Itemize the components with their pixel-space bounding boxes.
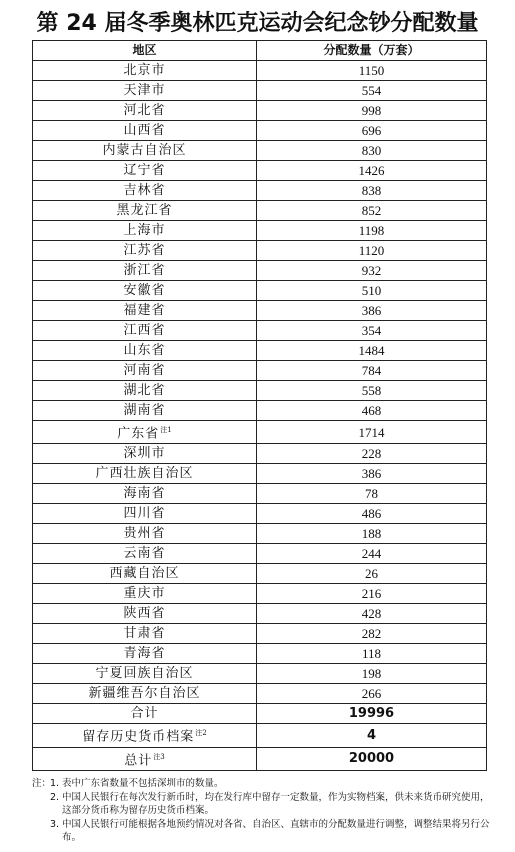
region-name: 浙江省 — [123, 263, 166, 278]
allocation-count: 354 — [257, 321, 487, 341]
region-name: 辽宁省 — [123, 163, 166, 178]
allocation-count: 852 — [257, 201, 487, 221]
region-cell — [33, 101, 257, 121]
allocation-count: 266 — [257, 684, 487, 704]
region-name: 天津市 — [123, 83, 166, 98]
region-name: 吉林省 — [123, 183, 166, 198]
region-name: 新疆维吾尔自治区 — [88, 686, 201, 702]
archive-label: 留存历史货币档案 — [82, 729, 195, 745]
region-cell — [33, 201, 257, 221]
allocation-count: 932 — [257, 261, 487, 281]
footnote-number: 1. — [50, 778, 60, 789]
region-name: 青海省 — [123, 646, 166, 662]
region-cell — [33, 464, 257, 484]
region-name: 深圳市 — [123, 446, 166, 462]
region-cell — [33, 81, 257, 101]
table-row — [33, 684, 487, 704]
region-cell — [33, 381, 257, 401]
region-cell — [33, 524, 257, 544]
region-name: 内蒙古自治区 — [102, 143, 187, 158]
table-row — [33, 61, 487, 81]
region-cell — [33, 321, 257, 341]
archive-count: 4 — [257, 724, 487, 747]
region-name: 山东省 — [123, 343, 166, 358]
region-name: 陕西省 — [123, 606, 166, 622]
allocation-count: 1120 — [257, 241, 487, 261]
table-row — [33, 141, 487, 161]
total-footnote-mark: 注3 — [153, 752, 165, 761]
table-row — [33, 221, 487, 241]
allocation-count: 696 — [257, 121, 487, 141]
footnote-number: 2. — [50, 791, 60, 803]
region-cell — [33, 61, 257, 81]
region-name: 四川省 — [123, 506, 166, 522]
region-name: 广西壮族自治区 — [95, 466, 194, 482]
table-row — [33, 181, 487, 201]
page-title: 第 24 届冬季奥林匹克运动会纪念钞分配数量 — [36, 11, 479, 36]
allocation-count: 838 — [257, 181, 487, 201]
subtotal-count: 19996 — [257, 704, 487, 724]
allocation-count: 78 — [257, 484, 487, 504]
footnote-item — [32, 791, 494, 818]
footnote-item — [32, 777, 494, 791]
region-name: 湖南省 — [123, 403, 166, 418]
region-cell — [33, 161, 257, 181]
region-name: 宁夏回族自治区 — [95, 666, 194, 682]
allocation-count: 282 — [257, 624, 487, 644]
table-row — [33, 644, 487, 664]
region-cell — [33, 221, 257, 241]
subtotal-row — [33, 704, 487, 724]
allocation-count: 998 — [257, 101, 487, 121]
table-row — [33, 484, 487, 504]
table-row — [33, 421, 487, 444]
region-cell — [33, 301, 257, 321]
total-label-cell — [33, 747, 257, 770]
table-row — [33, 524, 487, 544]
region-name: 重庆市 — [123, 586, 166, 602]
region-cell — [33, 504, 257, 524]
allocation-count: 244 — [257, 544, 487, 564]
total-label: 总计 — [124, 752, 153, 768]
table-row — [33, 261, 487, 281]
header-region: 地区 — [33, 41, 257, 61]
archive-row — [33, 724, 487, 747]
table-row — [33, 624, 487, 644]
region-name: 上海市 — [123, 223, 166, 238]
footnote-number: 3. — [50, 818, 60, 830]
table-row — [33, 301, 487, 321]
region-name: 福建省 — [123, 303, 166, 318]
region-cell — [33, 624, 257, 644]
allocation-count: 228 — [257, 444, 487, 464]
table-row — [33, 604, 487, 624]
region-cell — [33, 684, 257, 704]
table-header-row — [33, 41, 487, 61]
table-row — [33, 161, 487, 181]
table-row — [33, 464, 487, 484]
allocation-count: 428 — [257, 604, 487, 624]
allocation-count: 468 — [257, 401, 487, 421]
region-name: 山西省 — [123, 123, 166, 138]
footnotes — [32, 777, 494, 845]
table-row — [33, 401, 487, 421]
region-footnote-mark: 注1 — [160, 426, 172, 434]
table-row — [33, 504, 487, 524]
footnote-text: 表中广东省数量不包括深圳市的数量。 — [62, 778, 224, 789]
region-cell — [33, 341, 257, 361]
region-name: 贵州省 — [123, 526, 166, 542]
region-name: 广东省 — [117, 426, 160, 442]
subtotal-label: 合计 — [33, 704, 257, 724]
region-cell — [33, 181, 257, 201]
allocation-count: 1484 — [257, 341, 487, 361]
table-row — [33, 341, 487, 361]
allocation-count: 1150 — [257, 61, 487, 81]
region-cell — [33, 261, 257, 281]
allocation-count: 830 — [257, 141, 487, 161]
footnote-text: 中国人民银行可能根据各地预约情况对各省、自治区、直辖市的分配数量进行调整，调整结果将另行公布。 — [62, 818, 490, 843]
table-row — [33, 564, 487, 584]
region-cell — [33, 584, 257, 604]
region-name: 云南省 — [123, 546, 166, 562]
region-name: 甘肃省 — [123, 626, 166, 642]
allocation-count: 1426 — [257, 161, 487, 181]
table-row — [33, 361, 487, 381]
region-name: 河南省 — [123, 363, 166, 378]
allocation-count: 554 — [257, 81, 487, 101]
table-row — [33, 121, 487, 141]
region-cell — [33, 421, 257, 444]
region-cell — [33, 121, 257, 141]
allocation-count: 198 — [257, 664, 487, 684]
table-row — [33, 664, 487, 684]
region-cell — [33, 241, 257, 261]
allocation-count: 216 — [257, 584, 487, 604]
table-row — [33, 241, 487, 261]
table-row — [33, 584, 487, 604]
table-row — [33, 201, 487, 221]
region-name: 湖北省 — [123, 383, 166, 398]
region-name: 河北省 — [123, 103, 166, 118]
region-cell — [33, 544, 257, 564]
region-cell — [33, 281, 257, 301]
allocation-count: 118 — [257, 644, 487, 664]
region-name: 海南省 — [123, 486, 166, 502]
allocation-count: 188 — [257, 524, 487, 544]
allocation-count: 558 — [257, 381, 487, 401]
region-cell — [33, 664, 257, 684]
footnote-item — [32, 818, 494, 845]
region-name: 西藏自治区 — [109, 566, 180, 582]
allocation-count: 26 — [257, 564, 487, 584]
table-row — [33, 81, 487, 101]
table-row — [33, 101, 487, 121]
region-cell — [33, 484, 257, 504]
region-cell — [33, 604, 257, 624]
region-cell — [33, 444, 257, 464]
allocation-count: 1198 — [257, 221, 487, 241]
allocation-count: 386 — [257, 301, 487, 321]
allocation-count: 386 — [257, 464, 487, 484]
total-row — [33, 747, 487, 770]
allocation-count: 1714 — [257, 421, 487, 444]
region-cell — [33, 361, 257, 381]
region-name: 安徽省 — [123, 283, 166, 298]
region-cell — [33, 644, 257, 664]
footnote-text: 中国人民银行在每次发行新币时，均在发行库中留存一定数量，作为实物档案，供未来货币研究使用，这部分货币称为留存历史货币档案。 — [62, 791, 490, 816]
region-cell — [33, 564, 257, 584]
table-body — [33, 61, 487, 704]
allocation-count: 486 — [257, 504, 487, 524]
total-count: 20000 — [257, 747, 487, 770]
allocation-count: 510 — [257, 281, 487, 301]
table-row — [33, 544, 487, 564]
region-name: 江西省 — [123, 323, 166, 338]
region-name: 北京市 — [123, 63, 166, 78]
archive-footnote-mark: 注2 — [195, 729, 207, 738]
table-row — [33, 321, 487, 341]
header-count: 分配数量（万套） — [257, 41, 487, 61]
region-name: 黑龙江省 — [116, 203, 173, 218]
archive-label-cell — [33, 724, 257, 747]
table-row — [33, 444, 487, 464]
allocation-table — [32, 40, 487, 771]
table-row — [33, 381, 487, 401]
footnote-prefix: 注： — [32, 778, 52, 789]
region-cell — [33, 401, 257, 421]
region-name: 江苏省 — [123, 243, 166, 258]
region-cell — [33, 141, 257, 161]
allocation-count: 784 — [257, 361, 487, 381]
table-row — [33, 281, 487, 301]
